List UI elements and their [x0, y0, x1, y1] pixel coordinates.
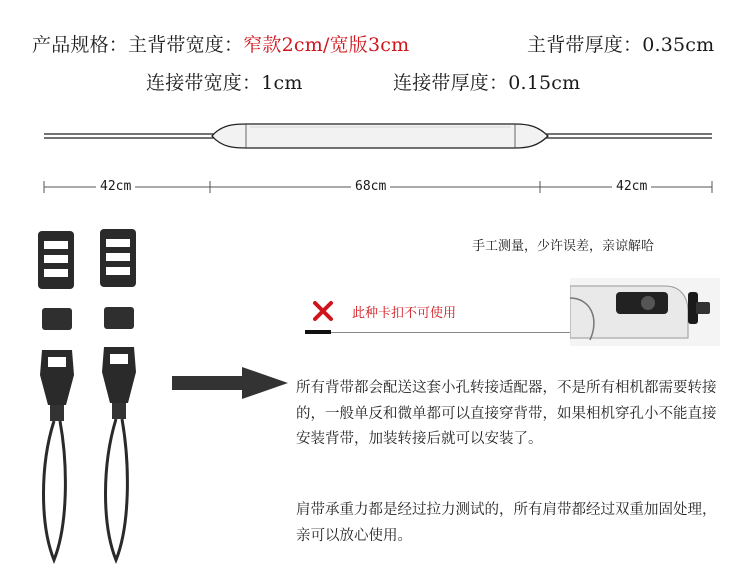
adapter-description: 所有背带都会配送这套小孔转接适配器，不是所有相机都需要转接的，一般单反和微单都可以直接穿背带，如果相机穿孔小不能直接安装背带，加装转接后就可以安装了。 — [296, 380, 717, 447]
warning-text: 此种卡扣不可使用 — [352, 306, 457, 321]
dimension-left: 42cm — [96, 179, 135, 194]
warning-underline-thick — [305, 330, 331, 334]
dimension-right: 42cm — [612, 179, 651, 194]
main-strap-width-value: 窄款2cm/宽版3cm — [243, 34, 410, 56]
strength-description: 肩带承重力都是经过拉力测试的，所有肩带都经过双重加固处理，亲可以放心使用。 — [296, 502, 717, 544]
adapter-kit-illustration — [30, 225, 160, 570]
triglide-buckle-right — [100, 229, 136, 287]
connect-strap-width: 连接带宽度：1cm — [146, 72, 303, 94]
dimension-middle: 68cm — [351, 179, 390, 194]
main-strap-thickness: 主背带厚度：0.35cm — [527, 34, 715, 56]
main-strap-width-label: 产品规格：主背带宽度： — [32, 34, 244, 56]
red-x-icon — [312, 300, 334, 322]
triglide-buckle-left — [38, 231, 74, 289]
quick-release-right — [102, 347, 136, 560]
quick-release-left — [40, 350, 74, 560]
connect-strap-thickness: 连接带厚度：0.15cm — [393, 72, 581, 94]
strap-illustration — [0, 110, 750, 170]
camera-lug-illustration — [570, 278, 720, 346]
measurement-note: 手工测量，少许误差，亲谅解哈 — [472, 239, 655, 254]
arrow-right-icon — [172, 367, 290, 399]
spec-line-1 — [32, 30, 409, 57]
warning-underline — [331, 332, 571, 333]
